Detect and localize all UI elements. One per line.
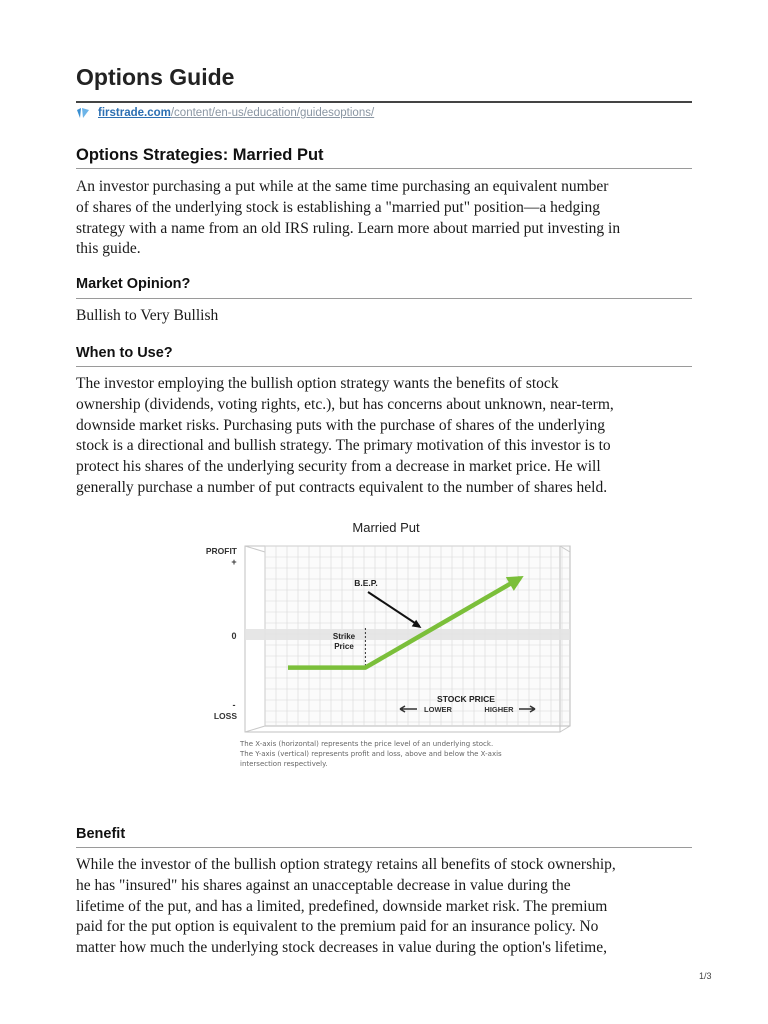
when-to-use-divider — [76, 366, 692, 367]
y-axis-plus-label: + — [231, 557, 237, 567]
benefit-line: he has "insured" his shares against an unacceptable decrease in value during the — [76, 876, 571, 894]
y-axis-minus-label: - — [232, 700, 236, 710]
when-to-use-line: stock is a directional and bullish strategy. The primary motivation of this investor is to — [76, 437, 611, 455]
title-divider — [76, 101, 692, 103]
market-opinion-heading: Market Opinion? — [76, 276, 191, 292]
y-axis-zero-label: 0 — [231, 631, 237, 641]
chart-depth-edge — [245, 546, 265, 552]
chart-caption-line: intersection respectively. — [240, 760, 328, 768]
strike-label-line-1: Strike — [332, 632, 356, 641]
intro-line: strategy with a name from an old IRS ruling. Learn more about married put investing in — [76, 219, 621, 237]
when-to-use-paragraph — [76, 374, 700, 499]
chart-caption-line: The Y-axis (vertical) represents profit and loss, above and below the X-axis — [240, 750, 502, 758]
x-axis-label: STOCK PRICE — [437, 694, 495, 704]
chart-depth-edge — [245, 726, 265, 732]
section-title: Options Strategies: Married Put — [76, 146, 324, 164]
benefit-line: lifetime of the put, and has a limited, predefined, downside market risk. The premium — [76, 897, 608, 915]
when-to-use-line: The investor employing the bullish option strategy wants the benefits of stock — [76, 375, 559, 392]
x-axis-higher-label: HIGHER — [484, 705, 514, 714]
benefit-line: paid for the put option is equivalent to the premium paid for an insurance policy. No — [76, 918, 599, 936]
firstrade-logo-icon — [76, 107, 90, 119]
chart-caption-line: The X-axis (horizontal) represents the price level of an underlying stock. — [240, 740, 494, 748]
zero-line-band — [245, 629, 570, 640]
intro-paragraph — [76, 177, 700, 260]
benefit-paragraph — [76, 855, 700, 959]
market-opinion-text — [76, 306, 700, 327]
page-number: 1/3 — [699, 971, 712, 981]
benefit-divider — [76, 847, 692, 848]
intro-line: this guide. — [76, 240, 141, 258]
benefit-line: matter how much the underlying stock decreases in value during the option's lifetime, — [76, 939, 607, 957]
market-opinion-value: Bullish to Very Bullish — [76, 307, 219, 324]
bep-label: B.E.P. — [354, 578, 378, 588]
when-to-use-line: downside market risks. Purchasing puts with the purchase of shares of the underlying — [76, 416, 606, 434]
source-domain[interactable]: firstrade.com — [98, 107, 171, 119]
source-link[interactable] — [76, 107, 374, 119]
chart-title: Married Put — [352, 520, 420, 535]
when-to-use-line: protect his shares of the underlying security from a decrease in market price. He will — [76, 458, 601, 476]
y-axis-loss-label: LOSS — [213, 711, 237, 721]
x-axis-lower-label: LOWER — [424, 705, 452, 714]
intro-line: of shares of the underlying stock is establishing a "married put" position—a hedging — [76, 198, 601, 216]
section-divider — [76, 168, 692, 169]
when-to-use-heading: When to Use? — [76, 345, 173, 361]
source-path[interactable]: /content/en-us/education/guidesoptions/ — [170, 107, 375, 119]
strike-label-line-2: Price — [334, 642, 354, 651]
when-to-use-line: ownership (dividends, voting rights, etc.), but has concerns about unknown, near-term, — [76, 395, 614, 413]
benefit-heading: Benefit — [76, 826, 126, 842]
y-axis-profit-label: PROFIT — [205, 546, 237, 556]
married-put-chart — [190, 512, 590, 774]
benefit-line: While the investor of the bullish option strategy retains all benefits of stock ownership, — [76, 856, 616, 873]
chart-depth-edge — [560, 726, 570, 732]
when-to-use-line: generally purchase a number of put contracts equivalent to the number of shares held. — [76, 478, 608, 496]
market-opinion-divider — [76, 298, 692, 299]
intro-line: An investor purchasing a put while at the same time purchasing an equivalent number — [76, 178, 609, 195]
page-title: Options Guide — [76, 64, 235, 90]
